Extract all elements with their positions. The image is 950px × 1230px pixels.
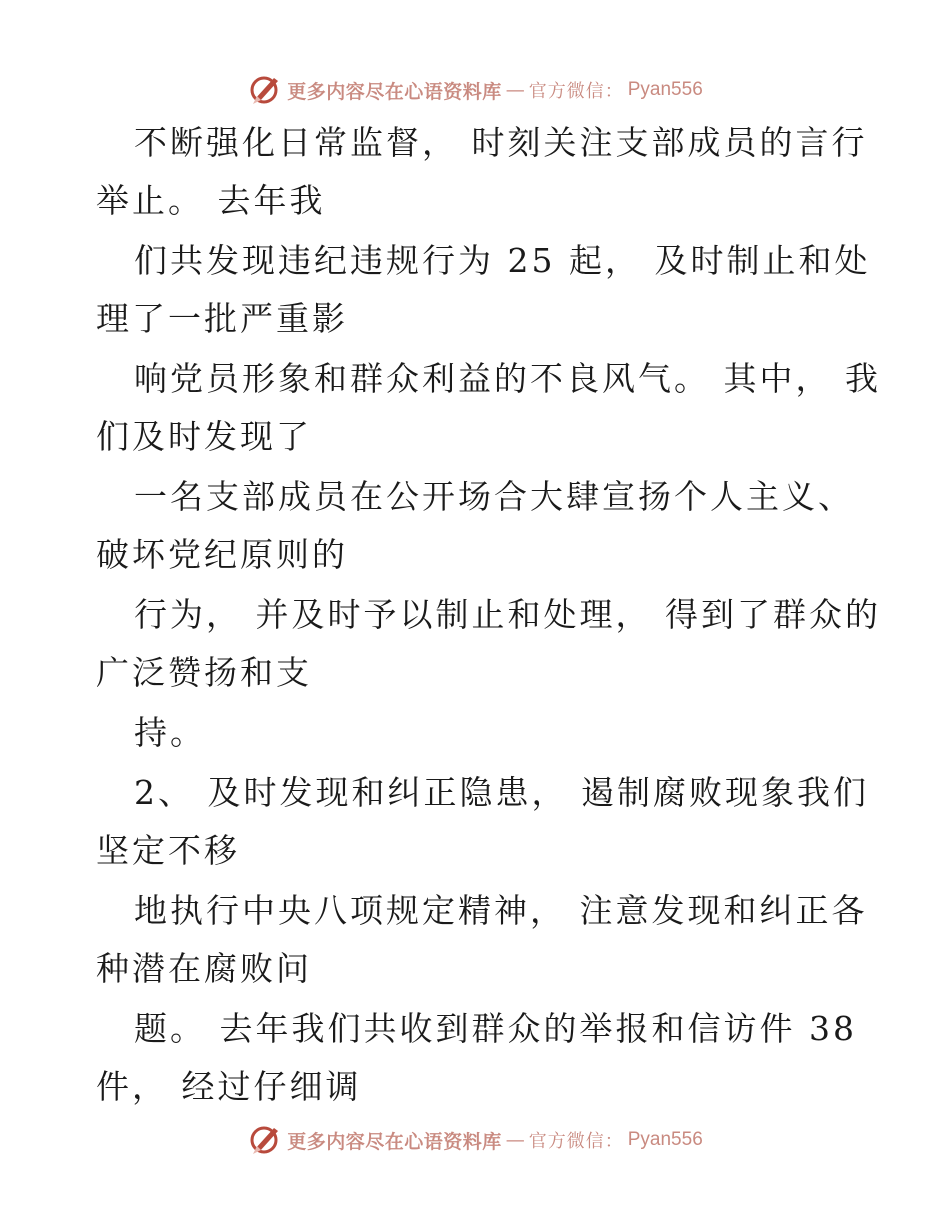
text-line: 坚定不移 [96,831,240,870]
banner-wechat-id: Pyan556 [627,79,703,100]
footer-banner [0,1120,950,1160]
text-line: 持。 [134,713,206,752]
banner-wechat-label: 官方微信： [528,81,624,102]
banner-title: 更多内容尽在心语资料库 [287,80,502,103]
text-line: 种潜在腐败问 [96,949,312,988]
quill-logo-icon [247,1122,283,1158]
banner-wechat-label: 官方微信： [528,1131,624,1152]
banner-wechat-id: Pyan556 [627,1129,703,1150]
text-line: 理了一批严重影 [96,299,348,338]
text-line: 响党员形象和群众利益的不良风气。 其中， 我 [134,359,881,398]
text-line: 广泛赞扬和支 [96,653,312,692]
text-line: 地执行中央八项规定精神， 注意发现和纠正各 [134,891,868,930]
quill-logo-icon [247,72,283,108]
text-line: 2、 及时发现和纠正隐患， 遏制腐败现象我们 [134,773,869,812]
text-line: 不断强化日常监督， 时刻关注支部成员的言行 [134,123,868,162]
text-line: 一名支部成员在公开场合大肆宣扬个人主义、 [134,477,854,516]
banner-separator: — [505,79,525,101]
text-line: 破坏党纪原则的 [96,535,348,574]
text-line: 件， 经过仔细调 [96,1067,362,1106]
text-line: 行为， 并及时予以制止和处理， 得到了群众的 [134,595,881,634]
banner-separator: — [505,1129,525,1151]
banner-title: 更多内容尽在心语资料库 [287,1130,502,1153]
text-line: 题。 去年我们共收到群众的举报和信访件 38 [134,1009,857,1048]
text-line: 举止。 去年我 [96,181,326,220]
text-line: 们共发现违纪违规行为 25 起， 及时制止和处 [134,241,871,280]
header-banner [0,70,950,110]
text-line: 们及时发现了 [96,417,312,456]
